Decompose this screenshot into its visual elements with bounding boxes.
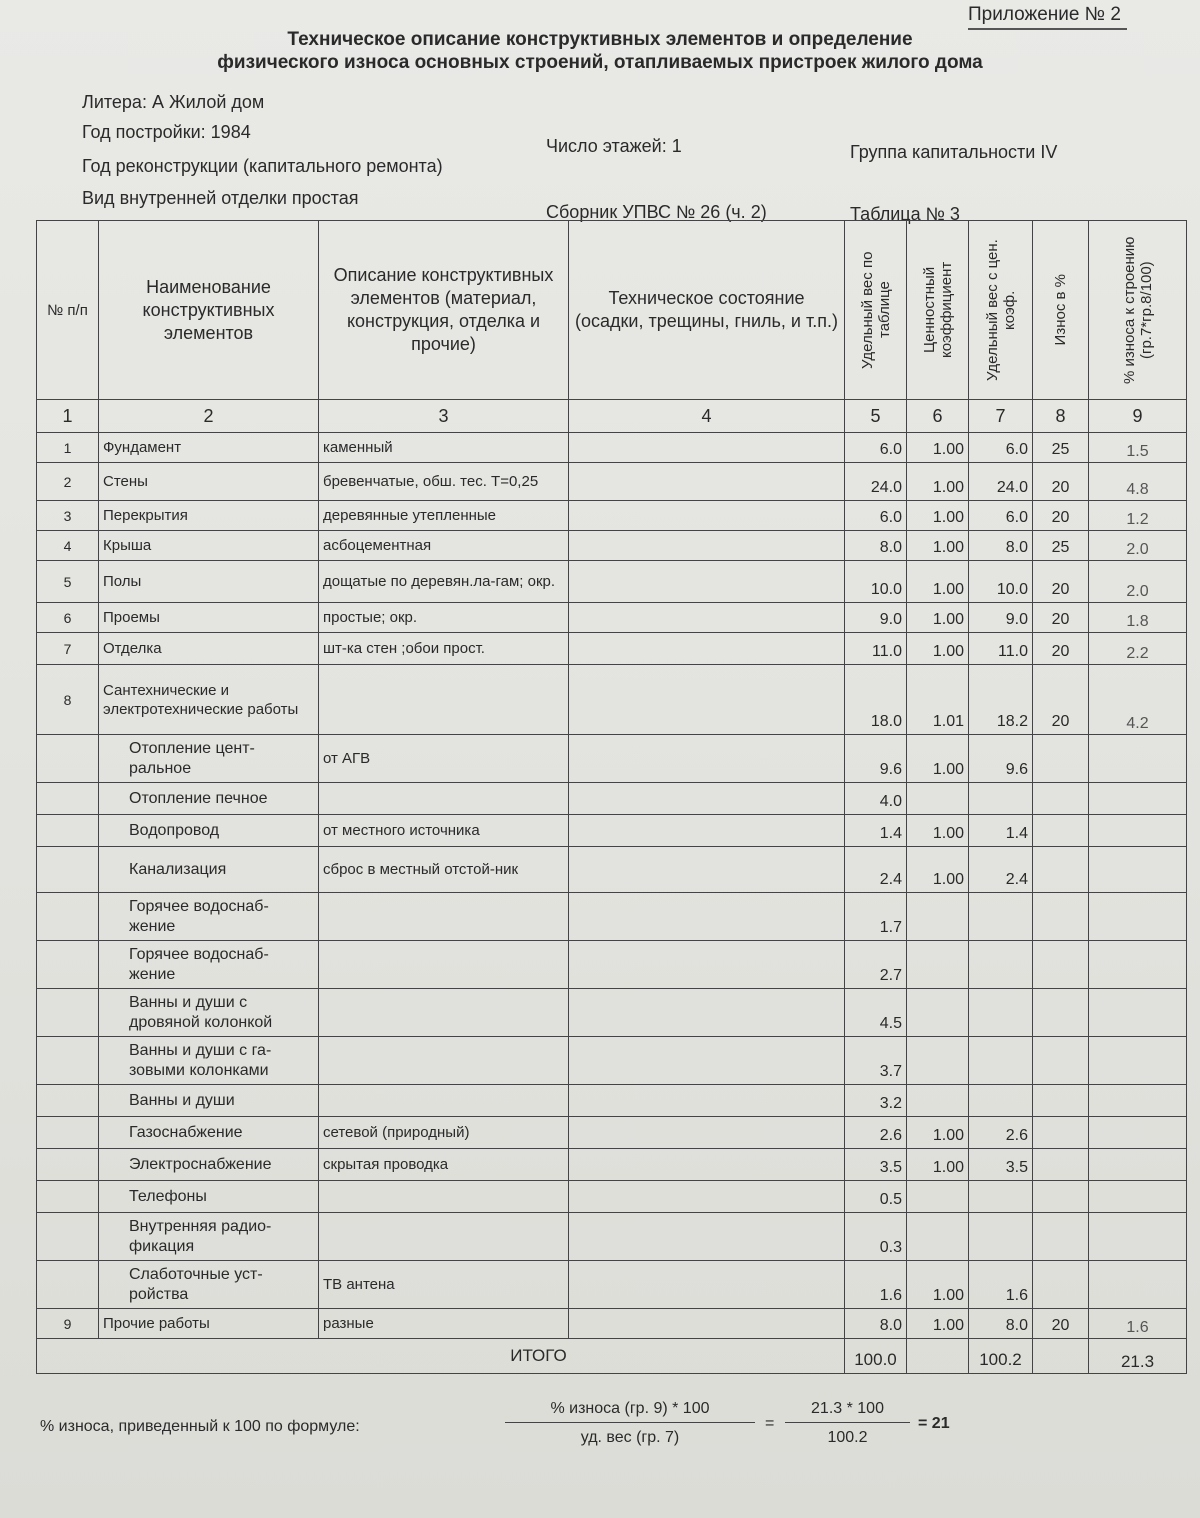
total-wear: 21.3 — [1089, 1339, 1187, 1374]
condition-cell — [569, 531, 845, 561]
row-number — [37, 1037, 99, 1085]
title-line-1: Техническое описание конструктивных элементов и определение — [287, 29, 913, 50]
weight-coef-cell: 6.0 — [969, 501, 1033, 531]
wear-cell — [1033, 1085, 1089, 1117]
row-number — [37, 893, 99, 941]
element-name: Стены — [99, 463, 319, 501]
coef-cell: 1.00 — [907, 1149, 969, 1181]
element-name: Перекрытия — [99, 501, 319, 531]
title-line-2: физического износа основных строений, отапливаемых пристроек жилого дома — [217, 52, 983, 73]
column-number: 3 — [319, 400, 569, 433]
weight-coef-cell — [969, 783, 1033, 815]
coef-cell: 1.01 — [907, 665, 969, 735]
weight-cell: 3.2 — [845, 1085, 907, 1117]
total-label: ИТОГО — [37, 1339, 845, 1374]
coef-cell — [907, 1085, 969, 1117]
element-name: Фундамент — [99, 433, 319, 463]
element-name: Отделка — [99, 633, 319, 665]
column-number: 2 — [99, 400, 319, 433]
weight-cell: 1.4 — [845, 815, 907, 847]
element-description — [319, 783, 569, 815]
condition-cell — [569, 1037, 845, 1085]
coef-cell: 1.00 — [907, 633, 969, 665]
element-description — [319, 1085, 569, 1117]
formula-result: = 21 — [918, 1415, 950, 1432]
coef-cell: 1.00 — [907, 1117, 969, 1149]
wear-building-cell — [1089, 847, 1187, 893]
row-number — [37, 1213, 99, 1261]
element-name: Телефоны — [99, 1181, 319, 1213]
total-empty — [907, 1339, 969, 1374]
element-name: Канализация — [99, 847, 319, 893]
weight-cell: 2.4 — [845, 847, 907, 893]
wear-building-cell — [1089, 1261, 1187, 1309]
weight-cell: 2.6 — [845, 1117, 907, 1149]
header-wear-building — [1089, 221, 1187, 400]
element-description: от местного источника — [319, 815, 569, 847]
header-coef-text: Ценностный коэффициент — [920, 261, 955, 359]
condition-cell — [569, 633, 845, 665]
wear-cell — [1033, 815, 1089, 847]
column-number: 4 — [569, 400, 845, 433]
element-description: простые; окр. — [319, 603, 569, 633]
table-row — [37, 1037, 1187, 1085]
condition-cell — [569, 1261, 845, 1309]
weight-coef-cell: 8.0 — [969, 1309, 1033, 1339]
element-description: деревянные утепленные — [319, 501, 569, 531]
header-weight — [845, 221, 907, 400]
wear-cell — [1033, 847, 1089, 893]
header-weight-text: Удельный вес по таблице — [858, 251, 893, 369]
element-name: Горячее водоснаб-жение — [99, 893, 319, 941]
element-name: Ванны и души с дровяной колонкой — [99, 989, 319, 1037]
meta-litera: Литера: А Жилой дом — [82, 92, 265, 112]
coef-cell — [907, 941, 969, 989]
element-description: сетевой (природный) — [319, 1117, 569, 1149]
row-number — [37, 1261, 99, 1309]
row-number — [37, 847, 99, 893]
row-number: 5 — [37, 561, 99, 603]
weight-coef-cell: 8.0 — [969, 531, 1033, 561]
element-name: Отопление печное — [99, 783, 319, 815]
element-description: скрытая проводка — [319, 1149, 569, 1181]
formula-equals: = — [765, 1415, 775, 1432]
coef-cell: 1.00 — [907, 531, 969, 561]
wear-cell: 20 — [1033, 501, 1089, 531]
table-row — [37, 603, 1187, 633]
coef-cell: 1.00 — [907, 847, 969, 893]
wear-building-cell: 4.8 — [1089, 463, 1187, 501]
wear-cell — [1033, 893, 1089, 941]
condition-cell — [569, 1149, 845, 1181]
table-row — [37, 1261, 1187, 1309]
wear-building-cell — [1089, 735, 1187, 783]
table-row — [37, 1181, 1187, 1213]
element-description: асбоцементная — [319, 531, 569, 561]
weight-cell: 4.0 — [845, 783, 907, 815]
element-name: Крыша — [99, 531, 319, 561]
meta-finish: Вид внутренней отделки простая — [82, 188, 359, 208]
wear-cell — [1033, 783, 1089, 815]
table-row — [37, 1085, 1187, 1117]
table-row — [37, 1213, 1187, 1261]
wear-building-cell — [1089, 1037, 1187, 1085]
wear-building-cell: 4.2 — [1089, 665, 1187, 735]
element-description: каменный — [319, 433, 569, 463]
element-description: сброс в местный отстой-ник — [319, 847, 569, 893]
coef-cell — [907, 989, 969, 1037]
table-row — [37, 1149, 1187, 1181]
table-row — [37, 1117, 1187, 1149]
wear-cell: 20 — [1033, 463, 1089, 501]
row-number: 9 — [37, 1309, 99, 1339]
wear-table — [36, 220, 1187, 1374]
weight-coef-cell: 18.2 — [969, 665, 1033, 735]
weight-cell: 18.0 — [845, 665, 907, 735]
wear-building-cell — [1089, 783, 1187, 815]
row-number — [37, 1117, 99, 1149]
wear-building-cell — [1089, 1213, 1187, 1261]
table-row — [37, 941, 1187, 989]
wear-cell — [1033, 1261, 1089, 1309]
condition-cell — [569, 893, 845, 941]
wear-cell: 20 — [1033, 633, 1089, 665]
wear-building-cell: 2.2 — [1089, 633, 1187, 665]
wear-cell: 25 — [1033, 531, 1089, 561]
condition-cell — [569, 603, 845, 633]
weight-cell: 8.0 — [845, 531, 907, 561]
weight-cell: 11.0 — [845, 633, 907, 665]
formula-denominator-1: уд. вес (гр. 7) — [580, 1429, 680, 1446]
table-row — [37, 783, 1187, 815]
element-description — [319, 665, 569, 735]
header-wear-text: Износ в % — [1052, 274, 1069, 346]
formula-numerator-2: 21.3 * 100 — [785, 1400, 910, 1423]
coef-cell: 1.00 — [907, 561, 969, 603]
element-name: Газоснабжение — [99, 1117, 319, 1149]
element-description: от АГВ — [319, 735, 569, 783]
formula-numerator-1: % износа (гр. 9) * 100 — [505, 1400, 755, 1423]
condition-cell — [569, 561, 845, 603]
formula-fraction-2 — [785, 1400, 910, 1447]
weight-cell: 24.0 — [845, 463, 907, 501]
row-number — [37, 735, 99, 783]
formula-label: % износа, приведенный к 100 по формуле: — [40, 1418, 360, 1435]
coef-cell — [907, 1037, 969, 1085]
coef-cell: 1.00 — [907, 735, 969, 783]
weight-coef-cell — [969, 1181, 1033, 1213]
condition-cell — [569, 433, 845, 463]
wear-cell — [1033, 1149, 1089, 1181]
coef-cell: 1.00 — [907, 433, 969, 463]
header-num: № п/п — [37, 221, 99, 400]
weight-cell: 1.7 — [845, 893, 907, 941]
table-row — [37, 665, 1187, 735]
document-title — [150, 28, 1050, 74]
wear-building-cell — [1089, 1085, 1187, 1117]
weight-coef-cell — [969, 989, 1033, 1037]
wear-cell — [1033, 735, 1089, 783]
table-row — [37, 989, 1187, 1037]
table-header-row — [37, 221, 1187, 400]
wear-cell — [1033, 989, 1089, 1037]
weight-cell: 2.7 — [845, 941, 907, 989]
wear-building-cell: 1.8 — [1089, 603, 1187, 633]
element-description: дощатые по деревян.ла-гам; окр. — [319, 561, 569, 603]
element-name: Отопление цент-ральное — [99, 735, 319, 783]
wear-building-cell: 1.5 — [1089, 433, 1187, 463]
wear-building-cell — [1089, 815, 1187, 847]
coef-cell — [907, 893, 969, 941]
wear-cell: 20 — [1033, 561, 1089, 603]
condition-cell — [569, 1309, 845, 1339]
weight-coef-cell: 3.5 — [969, 1149, 1033, 1181]
header-weight-coef-text: Удельный вес с цен. коэф. — [983, 239, 1018, 381]
coef-cell: 1.00 — [907, 603, 969, 633]
condition-cell — [569, 735, 845, 783]
coef-cell: 1.00 — [907, 1261, 969, 1309]
weight-coef-cell — [969, 1085, 1033, 1117]
wear-cell — [1033, 941, 1089, 989]
element-description — [319, 941, 569, 989]
weight-cell: 9.0 — [845, 603, 907, 633]
meta-floors: Число этажей: 1 — [546, 136, 682, 156]
weight-coef-cell — [969, 1213, 1033, 1261]
row-number — [37, 1181, 99, 1213]
weight-coef-cell — [969, 893, 1033, 941]
condition-cell — [569, 1181, 845, 1213]
coef-cell: 1.00 — [907, 501, 969, 531]
weight-cell: 10.0 — [845, 561, 907, 603]
row-number — [37, 989, 99, 1037]
element-description: ТВ антена — [319, 1261, 569, 1309]
condition-cell — [569, 463, 845, 501]
element-name: Внутренняя радио-фикация — [99, 1213, 319, 1261]
weight-coef-cell: 2.4 — [969, 847, 1033, 893]
condition-cell — [569, 941, 845, 989]
weight-coef-cell: 1.4 — [969, 815, 1033, 847]
element-name: Слаботочные уст-ройства — [99, 1261, 319, 1309]
table-row — [37, 463, 1187, 501]
condition-cell — [569, 783, 845, 815]
wear-cell: 20 — [1033, 603, 1089, 633]
coef-cell: 1.00 — [907, 1309, 969, 1339]
element-name: Ванны и души — [99, 1085, 319, 1117]
weight-cell: 9.6 — [845, 735, 907, 783]
wear-building-cell: 1.2 — [1089, 501, 1187, 531]
column-number-row — [37, 400, 1187, 433]
weight-coef-cell: 2.6 — [969, 1117, 1033, 1149]
element-description: разные — [319, 1309, 569, 1339]
column-number: 1 — [37, 400, 99, 433]
wear-building-cell: 2.0 — [1089, 531, 1187, 561]
element-name: Полы — [99, 561, 319, 603]
wear-cell — [1033, 1037, 1089, 1085]
weight-cell: 4.5 — [845, 989, 907, 1037]
column-number: 9 — [1089, 400, 1187, 433]
element-name: Проемы — [99, 603, 319, 633]
header-wear-building-text: % износа к строению (гр.7*гр.8/100) — [1120, 236, 1155, 384]
row-number: 4 — [37, 531, 99, 561]
wear-building-cell: 2.0 — [1089, 561, 1187, 603]
wear-cell — [1033, 1213, 1089, 1261]
meta-year-reconstruction: Год реконструкции (капитального ремонта) — [82, 156, 443, 176]
total-row — [37, 1339, 1187, 1374]
element-description: бревенчатые, обш. тес. Т=0,25 — [319, 463, 569, 501]
header-description: Описание конструктивных элементов (материал, конструкция, отделка и прочие) — [319, 221, 569, 400]
row-number: 1 — [37, 433, 99, 463]
weight-coef-cell: 24.0 — [969, 463, 1033, 501]
element-description: шт-ка стен ;обои прост. — [319, 633, 569, 665]
table-row — [37, 633, 1187, 665]
element-description — [319, 1037, 569, 1085]
column-number: 7 — [969, 400, 1033, 433]
condition-cell — [569, 1085, 845, 1117]
wear-building-cell — [1089, 1149, 1187, 1181]
wear-cell — [1033, 1181, 1089, 1213]
element-description — [319, 893, 569, 941]
formula-fraction-1 — [505, 1400, 755, 1447]
weight-cell: 6.0 — [845, 501, 907, 531]
row-number — [37, 815, 99, 847]
row-number — [37, 1085, 99, 1117]
wear-building-cell — [1089, 989, 1187, 1037]
element-name: Сантехнические и электротехнические работы — [99, 665, 319, 735]
condition-cell — [569, 1213, 845, 1261]
wear-cell — [1033, 1117, 1089, 1149]
meta-table-no: Таблица № 3 — [850, 204, 960, 224]
element-name: Водопровод — [99, 815, 319, 847]
meta-year-built: Год постройки: 1984 — [82, 122, 251, 142]
weight-cell: 6.0 — [845, 433, 907, 463]
element-description — [319, 1181, 569, 1213]
element-name: Электроснабжение — [99, 1149, 319, 1181]
weight-coef-cell: 10.0 — [969, 561, 1033, 603]
wear-building-cell — [1089, 941, 1187, 989]
condition-cell — [569, 665, 845, 735]
condition-cell — [569, 847, 845, 893]
wear-building-cell — [1089, 1117, 1187, 1149]
wear-building-cell — [1089, 893, 1187, 941]
element-description — [319, 989, 569, 1037]
total-weight-coef: 100.2 — [969, 1339, 1033, 1374]
element-description — [319, 1213, 569, 1261]
appendix-label: Приложение № 2 — [968, 4, 1127, 30]
table-row — [37, 561, 1187, 603]
row-number: 7 — [37, 633, 99, 665]
column-number: 8 — [1033, 400, 1089, 433]
table-row — [37, 531, 1187, 561]
table-row — [37, 847, 1187, 893]
total-empty — [1033, 1339, 1089, 1374]
header-weight-coef — [969, 221, 1033, 400]
row-number — [37, 783, 99, 815]
weight-coef-cell — [969, 1037, 1033, 1085]
weight-coef-cell: 11.0 — [969, 633, 1033, 665]
weight-cell: 1.6 — [845, 1261, 907, 1309]
condition-cell — [569, 989, 845, 1037]
row-number: 6 — [37, 603, 99, 633]
weight-cell: 3.7 — [845, 1037, 907, 1085]
wear-building-cell — [1089, 1181, 1187, 1213]
row-number: 8 — [37, 665, 99, 735]
table-row — [37, 501, 1187, 531]
meta-collection: Сборник УПВС № 26 (ч. 2) — [546, 202, 767, 222]
condition-cell — [569, 501, 845, 531]
condition-cell — [569, 1117, 845, 1149]
coef-cell: 1.00 — [907, 815, 969, 847]
wear-building-cell: 1.6 — [1089, 1309, 1187, 1339]
row-number — [37, 941, 99, 989]
weight-cell: 8.0 — [845, 1309, 907, 1339]
wear-cell: 25 — [1033, 433, 1089, 463]
table-row — [37, 815, 1187, 847]
weight-coef-cell: 1.6 — [969, 1261, 1033, 1309]
element-name: Горячее водоснаб-жение — [99, 941, 319, 989]
weight-coef-cell: 6.0 — [969, 433, 1033, 463]
coef-cell — [907, 1213, 969, 1261]
meta-group: Группа капитальности IV — [850, 142, 1058, 162]
row-number: 3 — [37, 501, 99, 531]
table-row — [37, 433, 1187, 463]
wear-cell: 20 — [1033, 1309, 1089, 1339]
weight-coef-cell — [969, 941, 1033, 989]
formula-denominator-2: 100.2 — [827, 1429, 868, 1446]
row-number — [37, 1149, 99, 1181]
weight-coef-cell: 9.6 — [969, 735, 1033, 783]
weight-coef-cell: 9.0 — [969, 603, 1033, 633]
coef-cell — [907, 1181, 969, 1213]
total-weight: 100.0 — [845, 1339, 907, 1374]
coef-cell — [907, 783, 969, 815]
column-number: 5 — [845, 400, 907, 433]
element-name: Ванны и души с га-зовыми колонками — [99, 1037, 319, 1085]
weight-cell: 3.5 — [845, 1149, 907, 1181]
wear-cell: 20 — [1033, 665, 1089, 735]
table-row — [37, 893, 1187, 941]
coef-cell: 1.00 — [907, 463, 969, 501]
element-name: Прочие работы — [99, 1309, 319, 1339]
header-coef — [907, 221, 969, 400]
weight-cell: 0.5 — [845, 1181, 907, 1213]
column-number: 6 — [907, 400, 969, 433]
row-number: 2 — [37, 463, 99, 501]
header-condition: Техническое состояние (осадки, трещины, гниль, и т.п.) — [569, 221, 845, 400]
header-wear — [1033, 221, 1089, 400]
table-row — [37, 735, 1187, 783]
header-name: Наименование конструктивных элементов — [99, 221, 319, 400]
weight-cell: 0.3 — [845, 1213, 907, 1261]
condition-cell — [569, 815, 845, 847]
table-row — [37, 1309, 1187, 1339]
